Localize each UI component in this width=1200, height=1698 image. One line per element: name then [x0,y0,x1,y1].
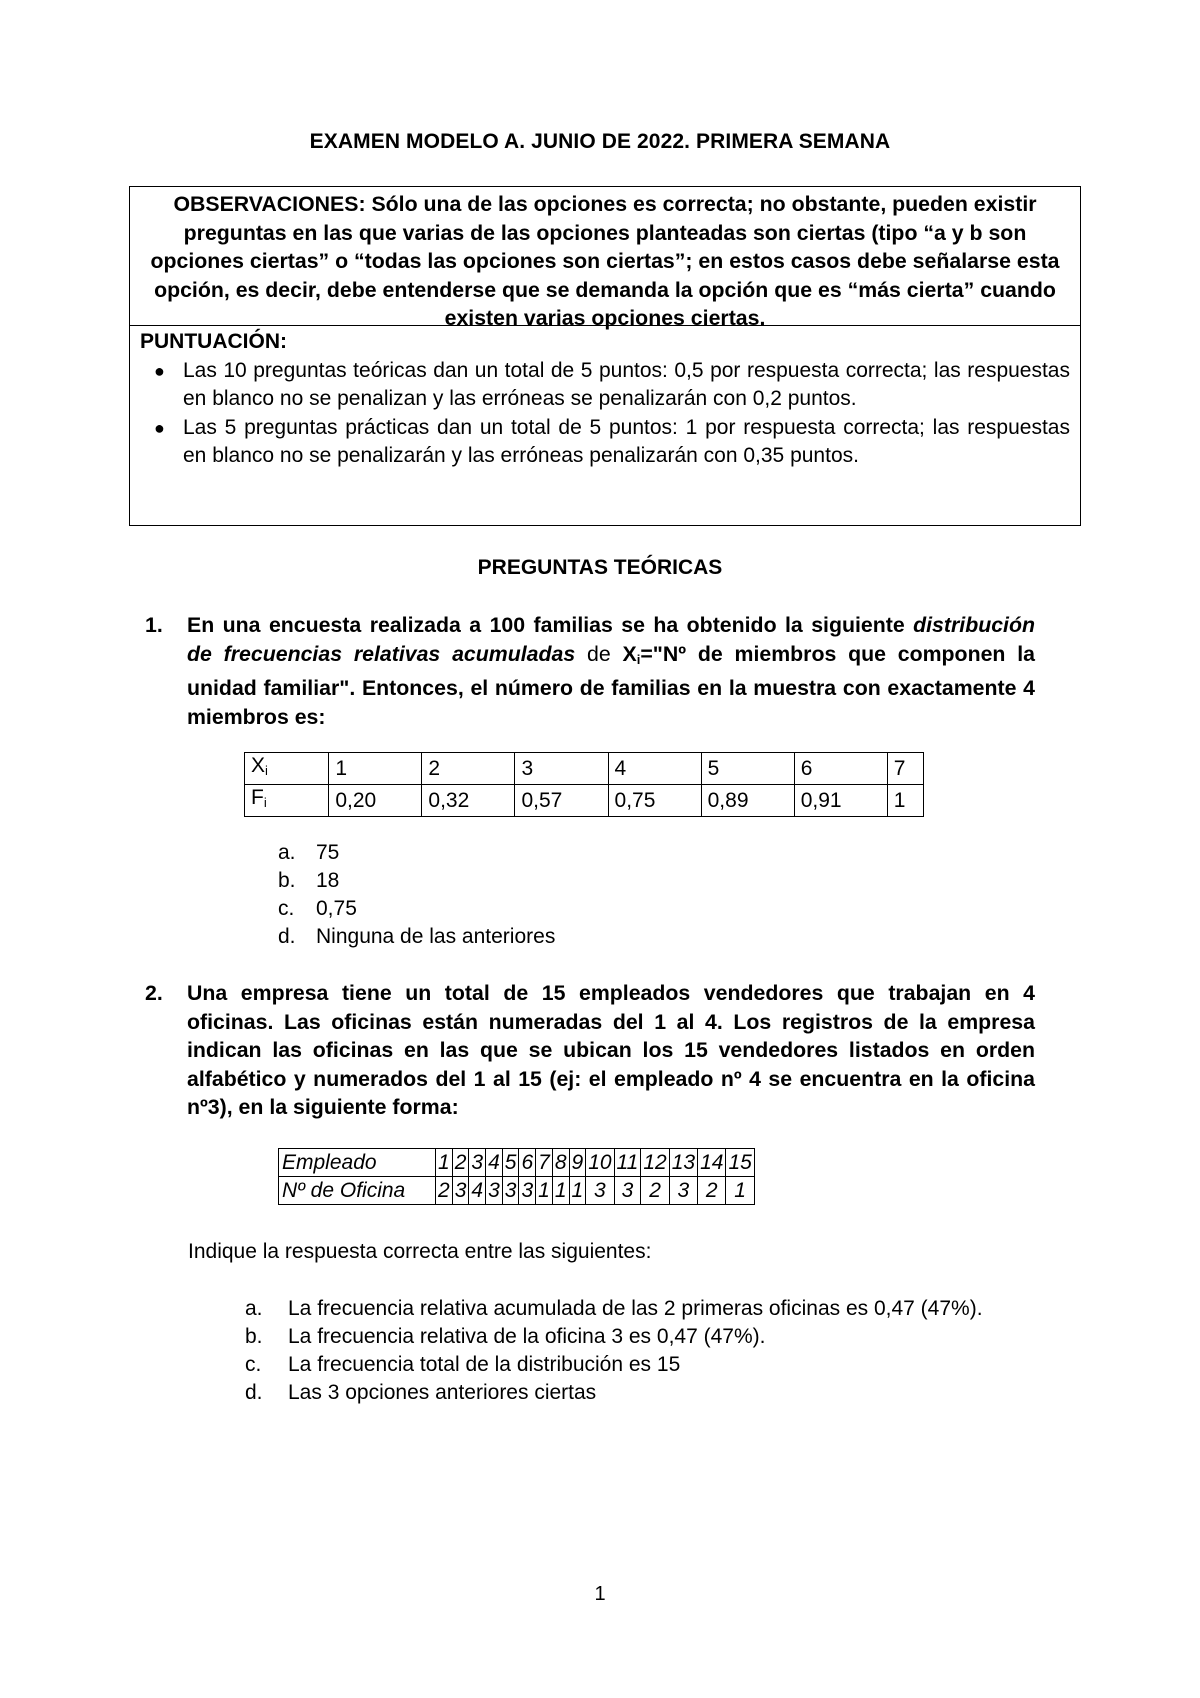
table-cell: $X_i$ [245,753,329,785]
table-cell: 4 [608,753,701,785]
question-1-options [278,839,555,951]
scoring-label: PUNTUACIÓN: [140,330,287,353]
table-cell: 3 [515,753,608,785]
bullet-icon: ● [154,360,165,381]
table-cell: 11 [614,1149,641,1177]
question-1 [145,611,1035,731]
frequency-table [244,752,924,817]
table-cell: 2 [452,1149,469,1177]
table-cell: 1 [536,1177,553,1205]
table-cell: 5 [502,1149,519,1177]
table-cell: 14 [698,1149,726,1177]
option-b[interactable]: b. La frecuencia relativa de la oficina 3 es 0,47 (47%). [245,1325,766,1348]
table-cell: 3 [452,1177,469,1205]
table-cell: 0,20 [329,785,422,817]
table-cell: 3 [614,1177,641,1205]
option-d[interactable]: d. Las 3 opciones anteriores ciertas [245,1381,597,1404]
observations-text: OBSERVACIONES: Sólo una de las opciones es correcta; no obstante, pueden existir preguntas en las que varias de las opciones planteadas son ciertas (tipo “a y b son opciones ciertas” o “todas las opciones son ciertas”; en estos casos debe señalarse esta opción, es decir, debe entenderse que se demanda la opción que es “más cierta” cuando existen varias opciones ciertas. [130,187,1080,326]
question-number: 2. [145,981,163,1005]
table-cell: 0,89 [701,785,794,817]
table-cell: 5 [701,753,794,785]
question-2-options [245,1295,1040,1407]
office-table [278,1148,755,1205]
table-row [279,1149,755,1177]
table-cell: 6 [519,1149,536,1177]
table-cell: 1 [569,1177,586,1205]
table-cell: 12 [641,1149,669,1177]
table-cell: 8 [552,1149,569,1177]
table-cell: 0,91 [794,785,887,817]
option-c[interactable]: c. La frecuencia total de la distribución es 15 [245,1353,681,1376]
table-cell: 0,75 [608,785,701,817]
table-cell: 2 [641,1177,669,1205]
table-cell: 2 [436,1177,453,1205]
table-cell: 10 [586,1149,614,1177]
scoring-item-text: Las 5 preguntas prácticas dan un total de 5 puntos: 1 por respuesta correcta; las respuestas en blanco no se penalizarán y las erróneas penalizarán con 0,35 puntos. [183,415,1070,467]
table-cell: 0,32 [422,785,515,817]
question-2 [145,979,1035,1122]
option-c[interactable]: c. 0,75 [278,897,357,920]
table-cell: 1 [329,753,422,785]
bullet-icon: ● [154,417,165,438]
option-b[interactable]: b. 18 [278,869,340,892]
table-row [245,785,924,817]
table-cell: 4 [469,1177,486,1205]
question-number: 1. [145,613,163,637]
table-cell: 2 [698,1177,726,1205]
table-cell: 9 [569,1149,586,1177]
table-cell: 7 [536,1149,553,1177]
section-title: PREGUNTAS TEÓRICAS [477,556,723,579]
table-cell: 4 [486,1149,503,1177]
scoring-item [140,357,1070,414]
scoring-item-text: Las 10 preguntas teóricas dan un total de 5 puntos: 0,5 por respuesta correcta; las respuestas en blanco no se penalizan y las erróneas se penalizarán con 0,2 puntos. [183,358,1070,410]
table-cell: 2 [422,753,515,785]
table-cell: 7 [887,753,923,785]
table-cell: 3 [469,1149,486,1177]
table-cell: Empleado [279,1149,436,1177]
table-row [279,1177,755,1205]
scoring-item [140,414,1070,471]
table-cell: 1 [552,1177,569,1205]
table-cell: 6 [794,753,887,785]
page-title: EXAMEN MODELO A. JUNIO DE 2022. PRIMERA SEMANA [309,130,891,153]
table-cell: 3 [586,1177,614,1205]
instruction-text: Indique la respuesta correcta entre las siguientes: [188,1240,652,1263]
table-cell: $F_i$ [245,785,329,817]
option-a[interactable]: a. La frecuencia relativa acumulada de las 2 primeras oficinas es 0,47 (47%). [245,1297,983,1320]
page-number: 1 [594,1583,606,1605]
table-cell: 3 [669,1177,697,1205]
question-text: Una empresa tiene un total de 15 empleados vendedores que trabajan en 4 oficinas. Las oficinas están numeradas del 1 al 4. Los registros de la empresa indican las oficinas en las que se ubican los 15 vendedores listados en orden alfabético y numerados del 1 al 15 (ej: el empleado nº 4 se encuentra en la oficina nº3), en la siguiente forma: [187,981,1035,1119]
table-cell: 15 [726,1149,754,1177]
observations-box [129,186,1081,526]
question-text: En una encuesta realizada a 100 familias se ha obtenido la siguiente distribución de frecuencias relativas acumuladas de $X_i="Nº$ de miembros que componen la unidad familiar". Entonces, el número de familias en la muestra con exactamente 4 miembros es: [187,613,1035,729]
table-row [245,753,924,785]
table-cell: 1 [887,785,923,817]
table-cell: 3 [519,1177,536,1205]
scoring-list [140,357,1070,471]
table-cell: 3 [486,1177,503,1205]
table-cell: 1 [726,1177,754,1205]
option-a[interactable]: a. 75 [278,841,340,864]
table-cell: 3 [502,1177,519,1205]
scoring-section [130,326,1080,471]
table-cell: 1 [436,1149,453,1177]
option-d[interactable]: d. Ninguna de las anteriores [278,925,556,948]
table-cell: 13 [669,1149,697,1177]
table-cell: 0,57 [515,785,608,817]
table-cell: Nº de Oficina [279,1177,436,1205]
